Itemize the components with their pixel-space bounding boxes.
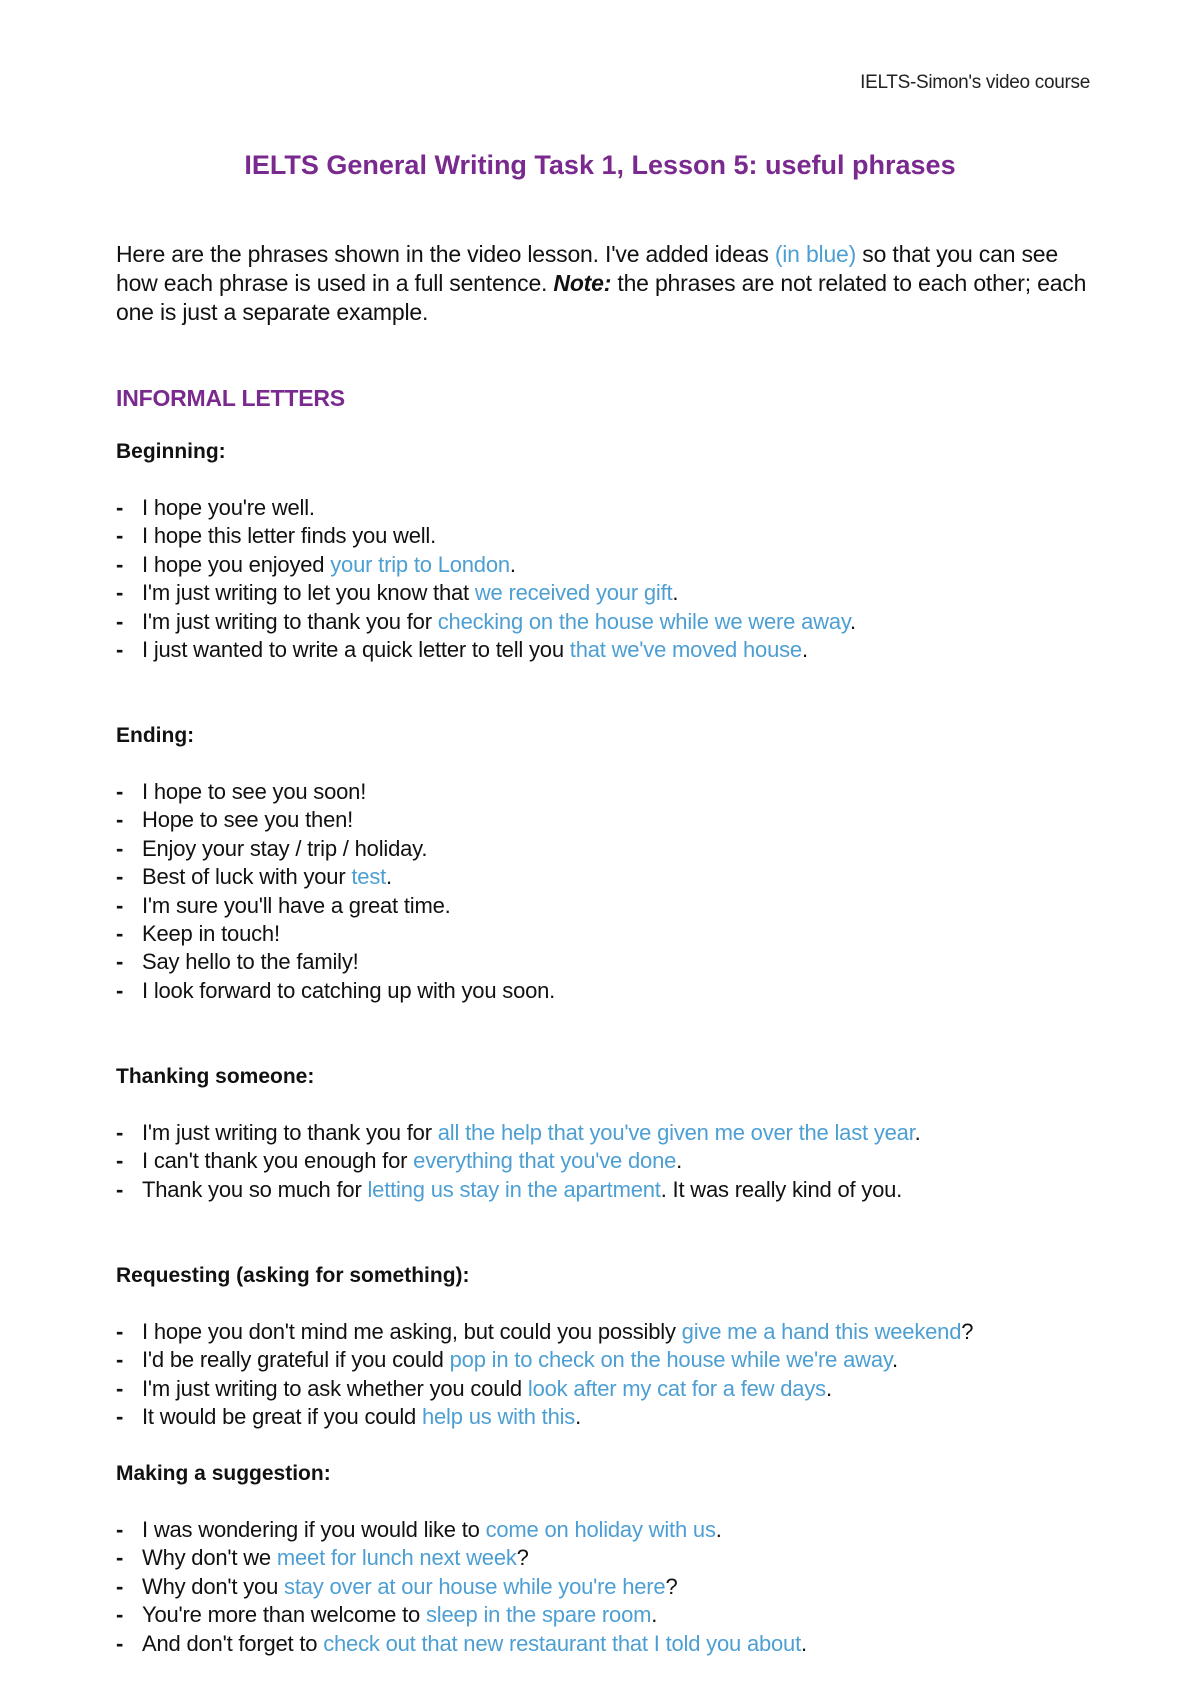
phrase-text-end: .: [715, 1517, 722, 1542]
phrase-item: [116, 1318, 1116, 1346]
phrase-example-blue: stay over at our house while you're here: [284, 1573, 666, 1599]
phrase-text: Best of luck with your: [142, 864, 352, 890]
phrase-item: [116, 636, 1116, 664]
phrase-list: [116, 494, 1116, 664]
group-heading: Ending:: [116, 724, 195, 747]
phrase-list: [116, 778, 1116, 1005]
phrase-text: I just wanted to write a quick letter to tell you: [142, 636, 570, 662]
phrase-text-end: .: [575, 1404, 582, 1430]
phrase-text: You're more than welcome to: [142, 1602, 426, 1628]
phrase-text-end: .: [801, 1630, 807, 1656]
intro-paragraph: [116, 240, 1096, 327]
phrase-text: I was wondering if you would like to: [142, 1517, 486, 1542]
phrase-text: Why don't you: [142, 1573, 285, 1599]
phrase-text: I'm just writing to thank you for: [142, 1120, 438, 1145]
phrase-item: [116, 1176, 1116, 1204]
phrase-example-blue: test: [351, 864, 387, 890]
phrase-example-blue: meet for lunch next week: [276, 1545, 517, 1571]
phrase-text-end: ?: [665, 1573, 678, 1599]
phrase-text: I can't thank you enough for: [142, 1148, 414, 1174]
phrase-item: [116, 579, 1116, 607]
phrase-text-end: .: [676, 1148, 683, 1174]
group-thanking-someone: [116, 1063, 1116, 1204]
phrase-text: Thank you so much for: [142, 1176, 368, 1202]
phrase-text: Say hello to the family!: [142, 949, 359, 975]
bullet-dash: -: [116, 580, 124, 606]
phrase-item: [116, 778, 1116, 806]
bullet-dash: -: [116, 892, 124, 918]
phrase-text: I'm sure you'll have a great time.: [142, 892, 451, 918]
group-beginning: [116, 438, 1116, 664]
intro-text-3: the phrases are not related to each other; each one is just a separate example.: [116, 270, 1087, 325]
phrase-item: [116, 948, 1116, 976]
intro-text-2: so that you can see how each phrase is used in a full sentence.: [116, 241, 1058, 296]
phrase-item: [116, 1147, 1116, 1175]
phrase-example-blue: pop in to check on the house while we're away: [449, 1347, 893, 1373]
phrase-text: I hope this letter finds you well.: [142, 523, 437, 549]
phrase-item: [116, 551, 1116, 579]
section-heading-informal-letters: INFORMAL LETTERS: [116, 385, 345, 411]
phrase-text-end: ?: [516, 1545, 529, 1571]
group-requesting: [116, 1262, 1116, 1432]
phrase-example-blue: all the help that you've given me over the last year: [437, 1120, 915, 1145]
bullet-dash: -: [116, 920, 124, 946]
intro-note-label: Note:: [553, 270, 612, 296]
phrase-example-blue: everything that you've done: [413, 1148, 677, 1174]
bullet-dash: -: [116, 807, 124, 833]
phrase-item: [116, 863, 1116, 891]
phrase-text: Keep in touch!: [142, 920, 280, 946]
group-heading: Beginning:: [116, 440, 226, 463]
phrase-item: [116, 1119, 1116, 1147]
phrase-example-blue: your trip to London: [330, 551, 510, 577]
bullet-dash: -: [116, 608, 124, 634]
phrase-text-end: .: [801, 636, 808, 662]
phrase-item: [116, 1573, 1116, 1601]
phrase-example-blue: look after my cat for a few days: [527, 1375, 826, 1401]
bullet-dash: -: [116, 636, 124, 662]
phrase-text: I'm just writing to thank you for: [142, 608, 438, 634]
bullet-dash: -: [116, 1573, 124, 1599]
phrase-item: [116, 1403, 1116, 1431]
phrase-text: And don't forget to: [142, 1630, 324, 1656]
phrase-text: It would be great if you could: [142, 1404, 422, 1430]
phrase-text-end: .: [825, 1375, 832, 1401]
phrase-list: [116, 1516, 1116, 1658]
phrase-item: [116, 1544, 1116, 1572]
phrase-item: [116, 977, 1116, 1005]
phrase-item: [116, 608, 1116, 636]
bullet-dash: -: [116, 1630, 124, 1656]
intro-blue-note: (in blue): [774, 241, 857, 267]
phrase-text-end: .: [914, 1120, 921, 1145]
phrase-example-blue: sleep in the spare room: [425, 1602, 652, 1628]
phrase-example-blue: we received your gift: [474, 580, 673, 606]
bullet-dash: -: [116, 949, 124, 975]
bullet-dash: -: [116, 495, 124, 520]
phrase-example-blue: help us with this: [421, 1404, 576, 1430]
phrase-example-blue: checking on the house while we were away: [437, 608, 851, 634]
phrase-item: [116, 494, 1116, 522]
bullet-dash: -: [116, 1375, 124, 1401]
bullet-dash: -: [116, 977, 124, 1003]
phrase-text-end: ?: [961, 1319, 974, 1344]
phrase-text: I'd be really grateful if you could: [142, 1347, 450, 1373]
phrase-text: Why don't we: [142, 1545, 277, 1571]
phrase-example-blue: come on holiday with us: [485, 1517, 716, 1542]
phrase-text-end: . It was really kind of you.: [660, 1176, 903, 1202]
bullet-dash: -: [116, 1545, 124, 1571]
bullet-dash: -: [116, 523, 124, 549]
phrase-text-end: .: [850, 608, 856, 634]
phrase-item: [116, 1630, 1116, 1658]
bullet-dash: -: [116, 1176, 124, 1202]
phrase-list: [116, 1318, 1116, 1432]
phrase-example-blue: give me a hand this weekend: [681, 1319, 962, 1344]
bullet-dash: -: [116, 1148, 124, 1174]
phrase-text: Enjoy your stay / trip / holiday.: [142, 835, 428, 861]
bullet-dash: -: [116, 864, 124, 890]
phrase-text: I hope to see you soon!: [142, 779, 367, 804]
bullet-dash: -: [116, 1347, 124, 1373]
bullet-dash: -: [116, 1319, 124, 1344]
phrase-text: I hope you're well.: [142, 495, 315, 520]
phrase-text-end: .: [386, 864, 392, 890]
phrase-item: [116, 1516, 1116, 1544]
phrase-text: I look forward to catching up with you soon.: [142, 977, 556, 1003]
phrase-example-blue: that we've moved house: [569, 636, 802, 662]
phrase-item: [116, 806, 1116, 834]
phrase-text: I hope you enjoyed: [142, 551, 331, 577]
phrase-text-end: .: [672, 580, 679, 606]
phrase-item: [116, 920, 1116, 948]
bullet-dash: -: [116, 835, 124, 861]
group-heading: Thanking someone:: [116, 1065, 315, 1088]
phrase-example-blue: check out that new restaurant that I told you about: [323, 1630, 801, 1656]
intro-text-1: Here are the phrases shown in the video lesson. I've added ideas: [116, 241, 775, 267]
bullet-dash: -: [116, 779, 124, 804]
phrase-list: [116, 1119, 1116, 1204]
phrase-text: I'm just writing to let you know that: [142, 580, 475, 606]
bullet-dash: -: [116, 1404, 124, 1430]
phrase-text-end: .: [651, 1602, 658, 1628]
phrase-item: [116, 892, 1116, 920]
phrase-text: Hope to see you then!: [142, 807, 354, 833]
running-header: IELTS-Simon's video course: [860, 72, 1090, 93]
phrase-item: [116, 1346, 1116, 1374]
group-making-a-suggestion: [116, 1460, 1116, 1658]
group-heading: Making a suggestion:: [116, 1462, 331, 1485]
group-heading: Requesting (asking for something):: [116, 1264, 470, 1287]
bullet-dash: -: [116, 1120, 124, 1145]
bullet-dash: -: [116, 551, 124, 577]
phrase-item: [116, 1375, 1116, 1403]
phrase-text: I'm just writing to ask whether you could: [142, 1375, 528, 1401]
phrase-text-end: .: [892, 1347, 898, 1373]
phrase-item: [116, 522, 1116, 550]
phrase-text: I hope you don't mind me asking, but could you possibly: [142, 1319, 682, 1344]
group-ending: [116, 722, 1116, 1005]
phrase-item: [116, 1601, 1116, 1629]
bullet-dash: -: [116, 1517, 124, 1542]
phrase-example-blue: letting us stay in the apartment: [367, 1176, 661, 1202]
bullet-dash: -: [116, 1602, 124, 1628]
phrase-item: [116, 835, 1116, 863]
phrase-text-end: .: [509, 551, 516, 577]
document-title: IELTS General Writing Task 1, Lesson 5: useful phrases: [244, 150, 956, 180]
